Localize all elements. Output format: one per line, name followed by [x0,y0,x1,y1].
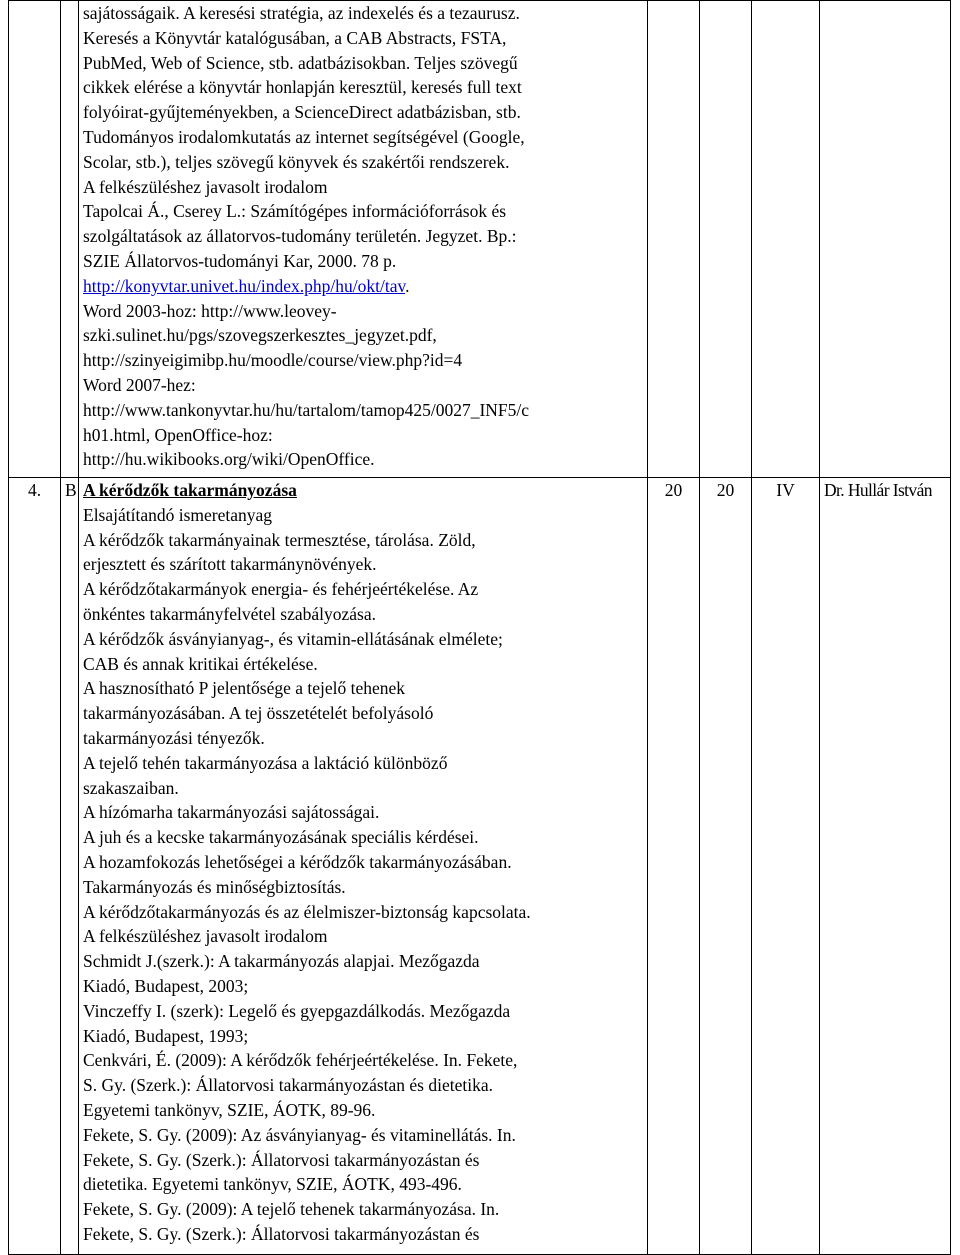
content-line: takarmányozási tényezők. [83,727,265,748]
subject-title: A kérődzők takarmányozása [83,480,297,500]
row-content-cell [79,478,648,1255]
content-line: Fekete, S. Gy. (2009): Az ásványianyag- és vitaminellátás. In. [83,1124,516,1145]
content-line: Fekete, S. Gy. (2009): A tejelő tehenek takarmányozása. In. [83,1199,500,1220]
hours-b-cell [700,1,752,478]
content-line: A tejelő tehén takarmányozása a laktáció különböző [83,752,448,773]
content-line: A hízómarha takarmányozási sajátosságai. [83,802,380,823]
content-line: Tudományos irodalomkutatás az internet segítségével (Google, [83,126,525,147]
content-line: takarmányozásában. A tej összetételét befolyásoló [83,703,434,724]
content-line: dietetika. Egyetemi tankönyv, SZIE, ÁOTK, 493-496. [83,1174,462,1195]
content-line: szki.sulinet.hu/pgs/szovegszerkesztes_jegyzet.pdf, [83,325,437,346]
link-suffix: . [405,275,410,296]
content-line: Cenkvári, É. (2009): A kérődzők fehérjeértékelése. In. Fekete, [83,1050,518,1071]
content-line: A hozamfokozás lehetőségei a kérődzők takarmányozásában. [83,851,512,872]
content-line: A hasznosítható P jelentősége a tejelő tehenek [83,678,406,699]
content-line: Egyetemi tankönyv, SZIE, ÁOTK, 89-96. [83,1099,376,1120]
content-line: A kérődzők ásványianyag-, és vitamin-ellátásának elmélete; [83,628,503,649]
content-line: A kérődzők takarmányainak termesztése, tárolása. Zöld, [83,529,476,550]
content-line: erjesztett és szárított takarmánynövények. [83,554,377,575]
row-number-cell [9,1,61,478]
content-line: CAB és annak kritikai értékelése. [83,653,318,674]
content-line: Fekete, S. Gy. (Szerk.): Állatorvosi takarmányozástan és [83,1149,480,1170]
content-line: folyóirat-gyűjteményekben, a ScienceDirect adatbázisban, stb. [83,102,521,123]
content-line: szakaszaiban. [83,777,179,798]
content-line: A felkészüléshez javasolt irodalom [83,926,328,947]
content-line: h01.html, OpenOffice-hoz: [83,424,273,445]
content-line: http://www.tankonyvtar.hu/hu/tartalom/tamop425/0027_INF5/c [83,399,530,420]
content-line: S. Gy. (Szerk.): Állatorvosi takarmányozástan és dietetika. [83,1075,493,1096]
content-line: Scolar, stb.), teljes szövegű könyvek és szakértői rendszerek. [83,151,510,172]
content-line: cikkek elérése a könyvtár honlapján keresztül, keresés full text [83,77,522,98]
content-lines [83,503,643,1247]
teacher-cell: Dr. Hullár István [820,478,951,1255]
content-line: Vinczeffy I. (szerk): Legelő és gyepgazdálkodás. Mezőgazda [83,1000,511,1021]
content-line: A felkészüléshez javasolt irodalom [83,176,328,197]
content-line: A juh és a kecske takarmányozásának speciális kérdései. [83,827,479,848]
content-line: A kérődzőtakarmányozás és az élelmiszer-biztonság kapcsolata. [83,901,531,922]
content-line: Kiadó, Budapest, 1993; [83,1025,249,1046]
content-line: szolgáltatások az állatorvos-tudomány területén. Jegyzet. Bp.: [83,226,517,247]
row-code-cell [61,1,79,478]
content-line: A kérődzőtakarmányok energia- és fehérjeértékelése. Az [83,579,479,600]
row-code-cell: B [61,478,79,1255]
hours-a-cell: 20 [648,478,700,1255]
hours-a-cell [648,1,700,478]
table-row [9,478,951,1255]
content-line: önkéntes takarmányfelvétel szabályozása. [83,603,376,624]
hours-b-cell: 20 [700,478,752,1255]
content-line: Keresés a Könyvtár katalógusában, a CAB Abstracts, FSTA, [83,27,507,48]
row-number-cell: 4. [9,478,61,1255]
content-line: Tapolcai Á., Cserey L.: Számítógépes információforrások és [83,201,507,222]
reference-link[interactable]: http://konyvtar.univet.hu/index.php/hu/okt/tav [83,275,406,296]
content-line: PubMed, Web of Science, stb. adatbázisokban. Teljes szövegű [83,52,518,73]
semester-cell: IV [752,478,820,1255]
row-content-cell [79,1,648,478]
content-line: http://szinyeigimibp.hu/moodle/course/view.php?id=4 [83,350,463,371]
content-line: Kiadó, Budapest, 2003; [83,975,249,996]
teacher-cell [820,1,951,478]
content-line: Fekete, S. Gy. (Szerk.): Állatorvosi takarmányozástan és [83,1223,480,1244]
table-row [9,1,951,478]
content-line: http://hu.wikibooks.org/wiki/OpenOffice. [83,449,375,470]
content-line: sajátosságaik. A keresési stratégia, az indexelés és a tezaurusz. [83,3,520,23]
content-lines-after-link [83,299,643,473]
curriculum-table [8,0,951,1255]
content-line: Word 2007-hez: [83,374,196,395]
link-line [83,274,643,299]
content-line: Takarmányozás és minőségbiztosítás. [83,876,346,897]
content-line: Elsajátítandó ismeretanyag [83,504,273,525]
content-lines [83,1,643,274]
semester-cell [752,1,820,478]
content-line: Word 2003-hoz: http://www.leovey- [83,300,337,321]
content-line: SZIE Állatorvos-tudományi Kar, 2000. 78 p. [83,250,397,271]
content-line: Schmidt J.(szerk.): A takarmányozás alapjai. Mezőgazda [83,951,480,972]
